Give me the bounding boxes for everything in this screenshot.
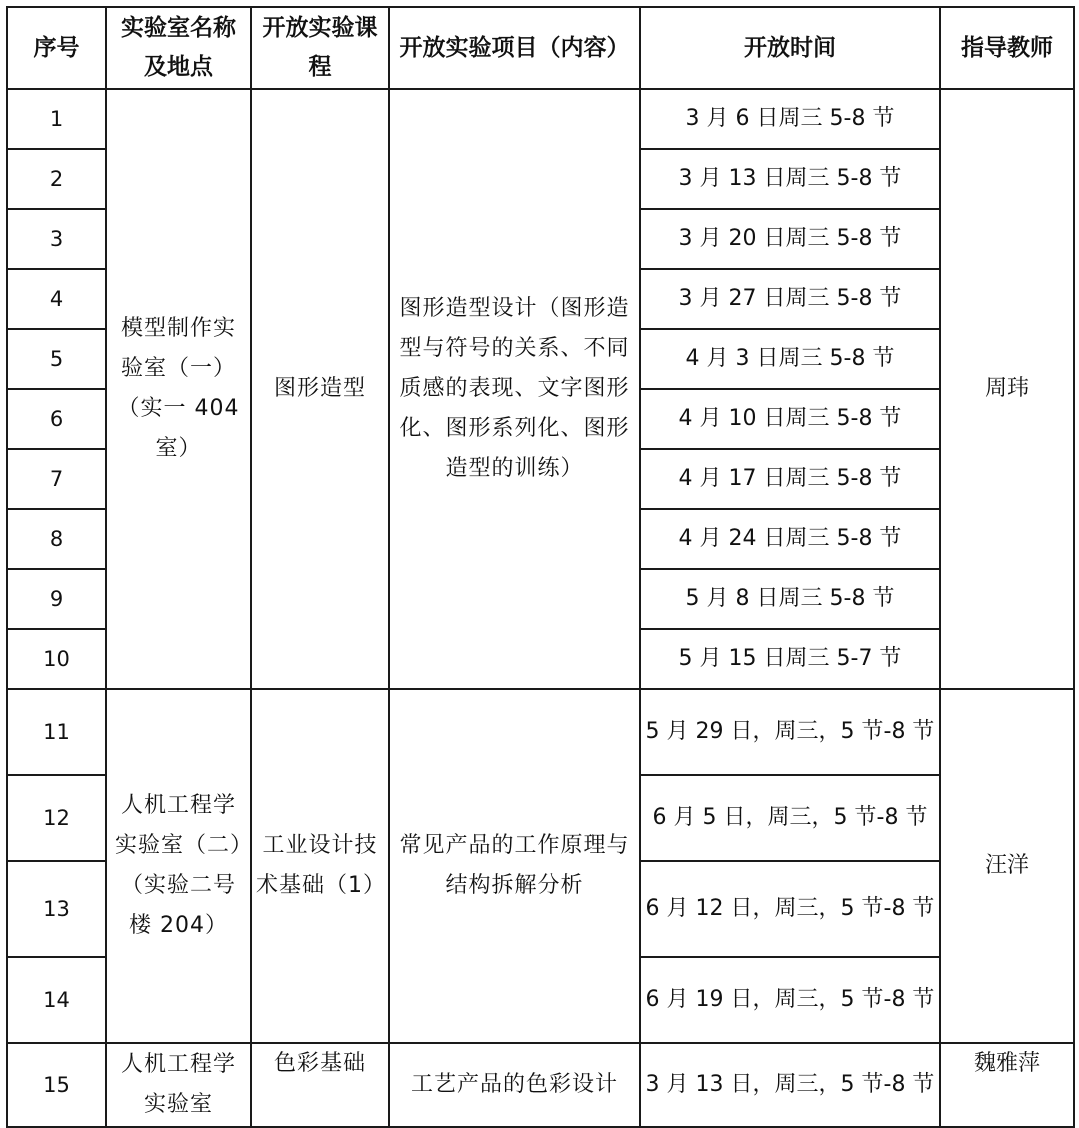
time-cell: 4 月 17 日周三 5-8 节 <box>640 449 940 509</box>
lab-name-cell: 人机工程学实验室 <box>106 1043 251 1127</box>
lab-name-cell: 人机工程学实验室（二）（实验二号楼 204） <box>106 689 251 1043</box>
time-cell: 3 月 13 日，周三，5 节-8 节 <box>640 1043 940 1127</box>
time-cell: 5 月 8 日周三 5-8 节 <box>640 569 940 629</box>
row-number: 11 <box>7 689 106 775</box>
course-cell: 图形造型 <box>251 89 389 689</box>
row-number: 6 <box>7 389 106 449</box>
time-cell: 5 月 15 日周三 5-7 节 <box>640 629 940 689</box>
table-row <box>7 1043 1074 1127</box>
row-number: 15 <box>7 1043 106 1127</box>
time-cell: 6 月 19 日，周三，5 节-8 节 <box>640 957 940 1043</box>
row-number: 9 <box>7 569 106 629</box>
row-number: 13 <box>7 861 106 957</box>
project-cell: 图形造型设计（图形造型与符号的关系、不同质感的表现、文字图形化、图形系列化、图形造型的训练） <box>389 89 640 689</box>
row-number: 1 <box>7 89 106 149</box>
time-cell: 4 月 10 日周三 5-8 节 <box>640 389 940 449</box>
time-cell: 3 月 20 日周三 5-8 节 <box>640 209 940 269</box>
time-cell: 6 月 12 日，周三，5 节-8 节 <box>640 861 940 957</box>
project-cell: 工艺产品的色彩设计 <box>389 1043 640 1127</box>
time-cell: 3 月 27 日周三 5-8 节 <box>640 269 940 329</box>
row-number: 10 <box>7 629 106 689</box>
row-number: 5 <box>7 329 106 389</box>
teacher-cell: 魏雅萍 <box>940 1043 1074 1127</box>
project-cell: 常见产品的工作原理与结构拆解分析 <box>389 689 640 1043</box>
header-time: 开放时间 <box>640 7 940 89</box>
header-lab: 实验室名称及地点 <box>106 7 251 89</box>
time-cell: 5 月 29 日，周三，5 节-8 节 <box>640 689 940 775</box>
time-cell: 4 月 3 日周三 5-8 节 <box>640 329 940 389</box>
course-cell: 色彩基础 <box>251 1043 389 1127</box>
lab-name-cell: 模型制作实验室（一）（实一 404 室） <box>106 89 251 689</box>
row-number: 3 <box>7 209 106 269</box>
table-row <box>7 689 1074 775</box>
header-project: 开放实验项目（内容） <box>389 7 640 89</box>
teacher-cell: 周玮 <box>940 89 1074 689</box>
row-number: 4 <box>7 269 106 329</box>
teacher-cell: 汪洋 <box>940 689 1074 1043</box>
row-number: 12 <box>7 775 106 861</box>
row-number: 7 <box>7 449 106 509</box>
course-cell: 工业设计技术基础（1） <box>251 689 389 1043</box>
header-teacher: 指导教师 <box>940 7 1074 89</box>
table-row <box>7 89 1074 149</box>
header-row <box>7 7 1074 89</box>
time-cell: 4 月 24 日周三 5-8 节 <box>640 509 940 569</box>
row-number: 8 <box>7 509 106 569</box>
time-cell: 3 月 6 日周三 5-8 节 <box>640 89 940 149</box>
row-number: 14 <box>7 957 106 1043</box>
lab-schedule-table <box>6 6 1075 1128</box>
header-course: 开放实验课程 <box>251 7 389 89</box>
time-cell: 3 月 13 日周三 5-8 节 <box>640 149 940 209</box>
header-no: 序号 <box>7 7 106 89</box>
row-number: 2 <box>7 149 106 209</box>
time-cell: 6 月 5 日，周三，5 节-8 节 <box>640 775 940 861</box>
